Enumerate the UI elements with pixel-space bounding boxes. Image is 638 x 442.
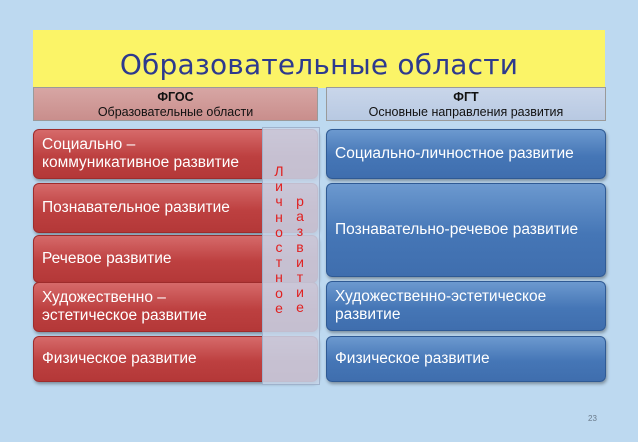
vertical-letter: з	[296, 223, 304, 240]
vertical-letter: т	[296, 269, 304, 286]
vertical-word-development	[294, 194, 306, 316]
right-item-physical	[326, 336, 606, 382]
vertical-letter: о	[275, 284, 283, 301]
vertical-letter: в	[296, 238, 304, 255]
vertical-letter: о	[275, 223, 283, 240]
vertical-letter: т	[275, 254, 283, 271]
left-item-label: Физическое развитие	[42, 350, 197, 367]
vertical-letter: ч	[275, 193, 283, 210]
vertical-letter: и	[296, 284, 304, 301]
vertical-letter: с	[275, 239, 283, 256]
left-header-subtitle: Образовательные области	[97, 105, 254, 119]
page-number: 23	[588, 414, 597, 423]
right-item-label: Физическое развитие	[335, 350, 490, 367]
right-header-title: ФГТ	[453, 90, 479, 104]
vertical-letter: и	[275, 178, 283, 195]
right-item-label: Познавательно-речевое развитие	[335, 221, 579, 238]
right-item-cognitive-speech	[326, 183, 606, 277]
vertical-letter: е	[296, 299, 304, 316]
vertical-letter: Л	[274, 163, 284, 179]
left-item-label: Социально – коммуникативное развитие	[42, 136, 239, 171]
vertical-letter: р	[296, 193, 304, 209]
vertical-letter: н	[275, 208, 283, 225]
vertical-letter: е	[275, 299, 283, 316]
personal-development-strip	[262, 127, 320, 385]
left-header-title: ФГОС	[157, 90, 194, 104]
right-item-artistic	[326, 281, 606, 331]
page-title: Образовательные области	[119, 48, 519, 81]
vertical-word-personal	[273, 164, 285, 316]
right-item-label: Художественно-эстетическое развитие	[335, 288, 547, 323]
right-header-subtitle: Основные направления развития	[368, 105, 564, 119]
vertical-letter: а	[296, 208, 304, 225]
vertical-letter: н	[275, 269, 283, 286]
right-item-label: Социально-личностное развитие	[335, 145, 574, 162]
left-item-label: Познавательное развитие	[42, 199, 230, 216]
left-item-label: Речевое развитие	[42, 250, 172, 267]
left-item-label: Художественно – эстетическое развитие	[42, 289, 207, 324]
left-header	[33, 87, 318, 121]
right-item-social-personal	[326, 129, 606, 179]
right-header	[326, 87, 606, 121]
vertical-letter: и	[296, 253, 304, 270]
